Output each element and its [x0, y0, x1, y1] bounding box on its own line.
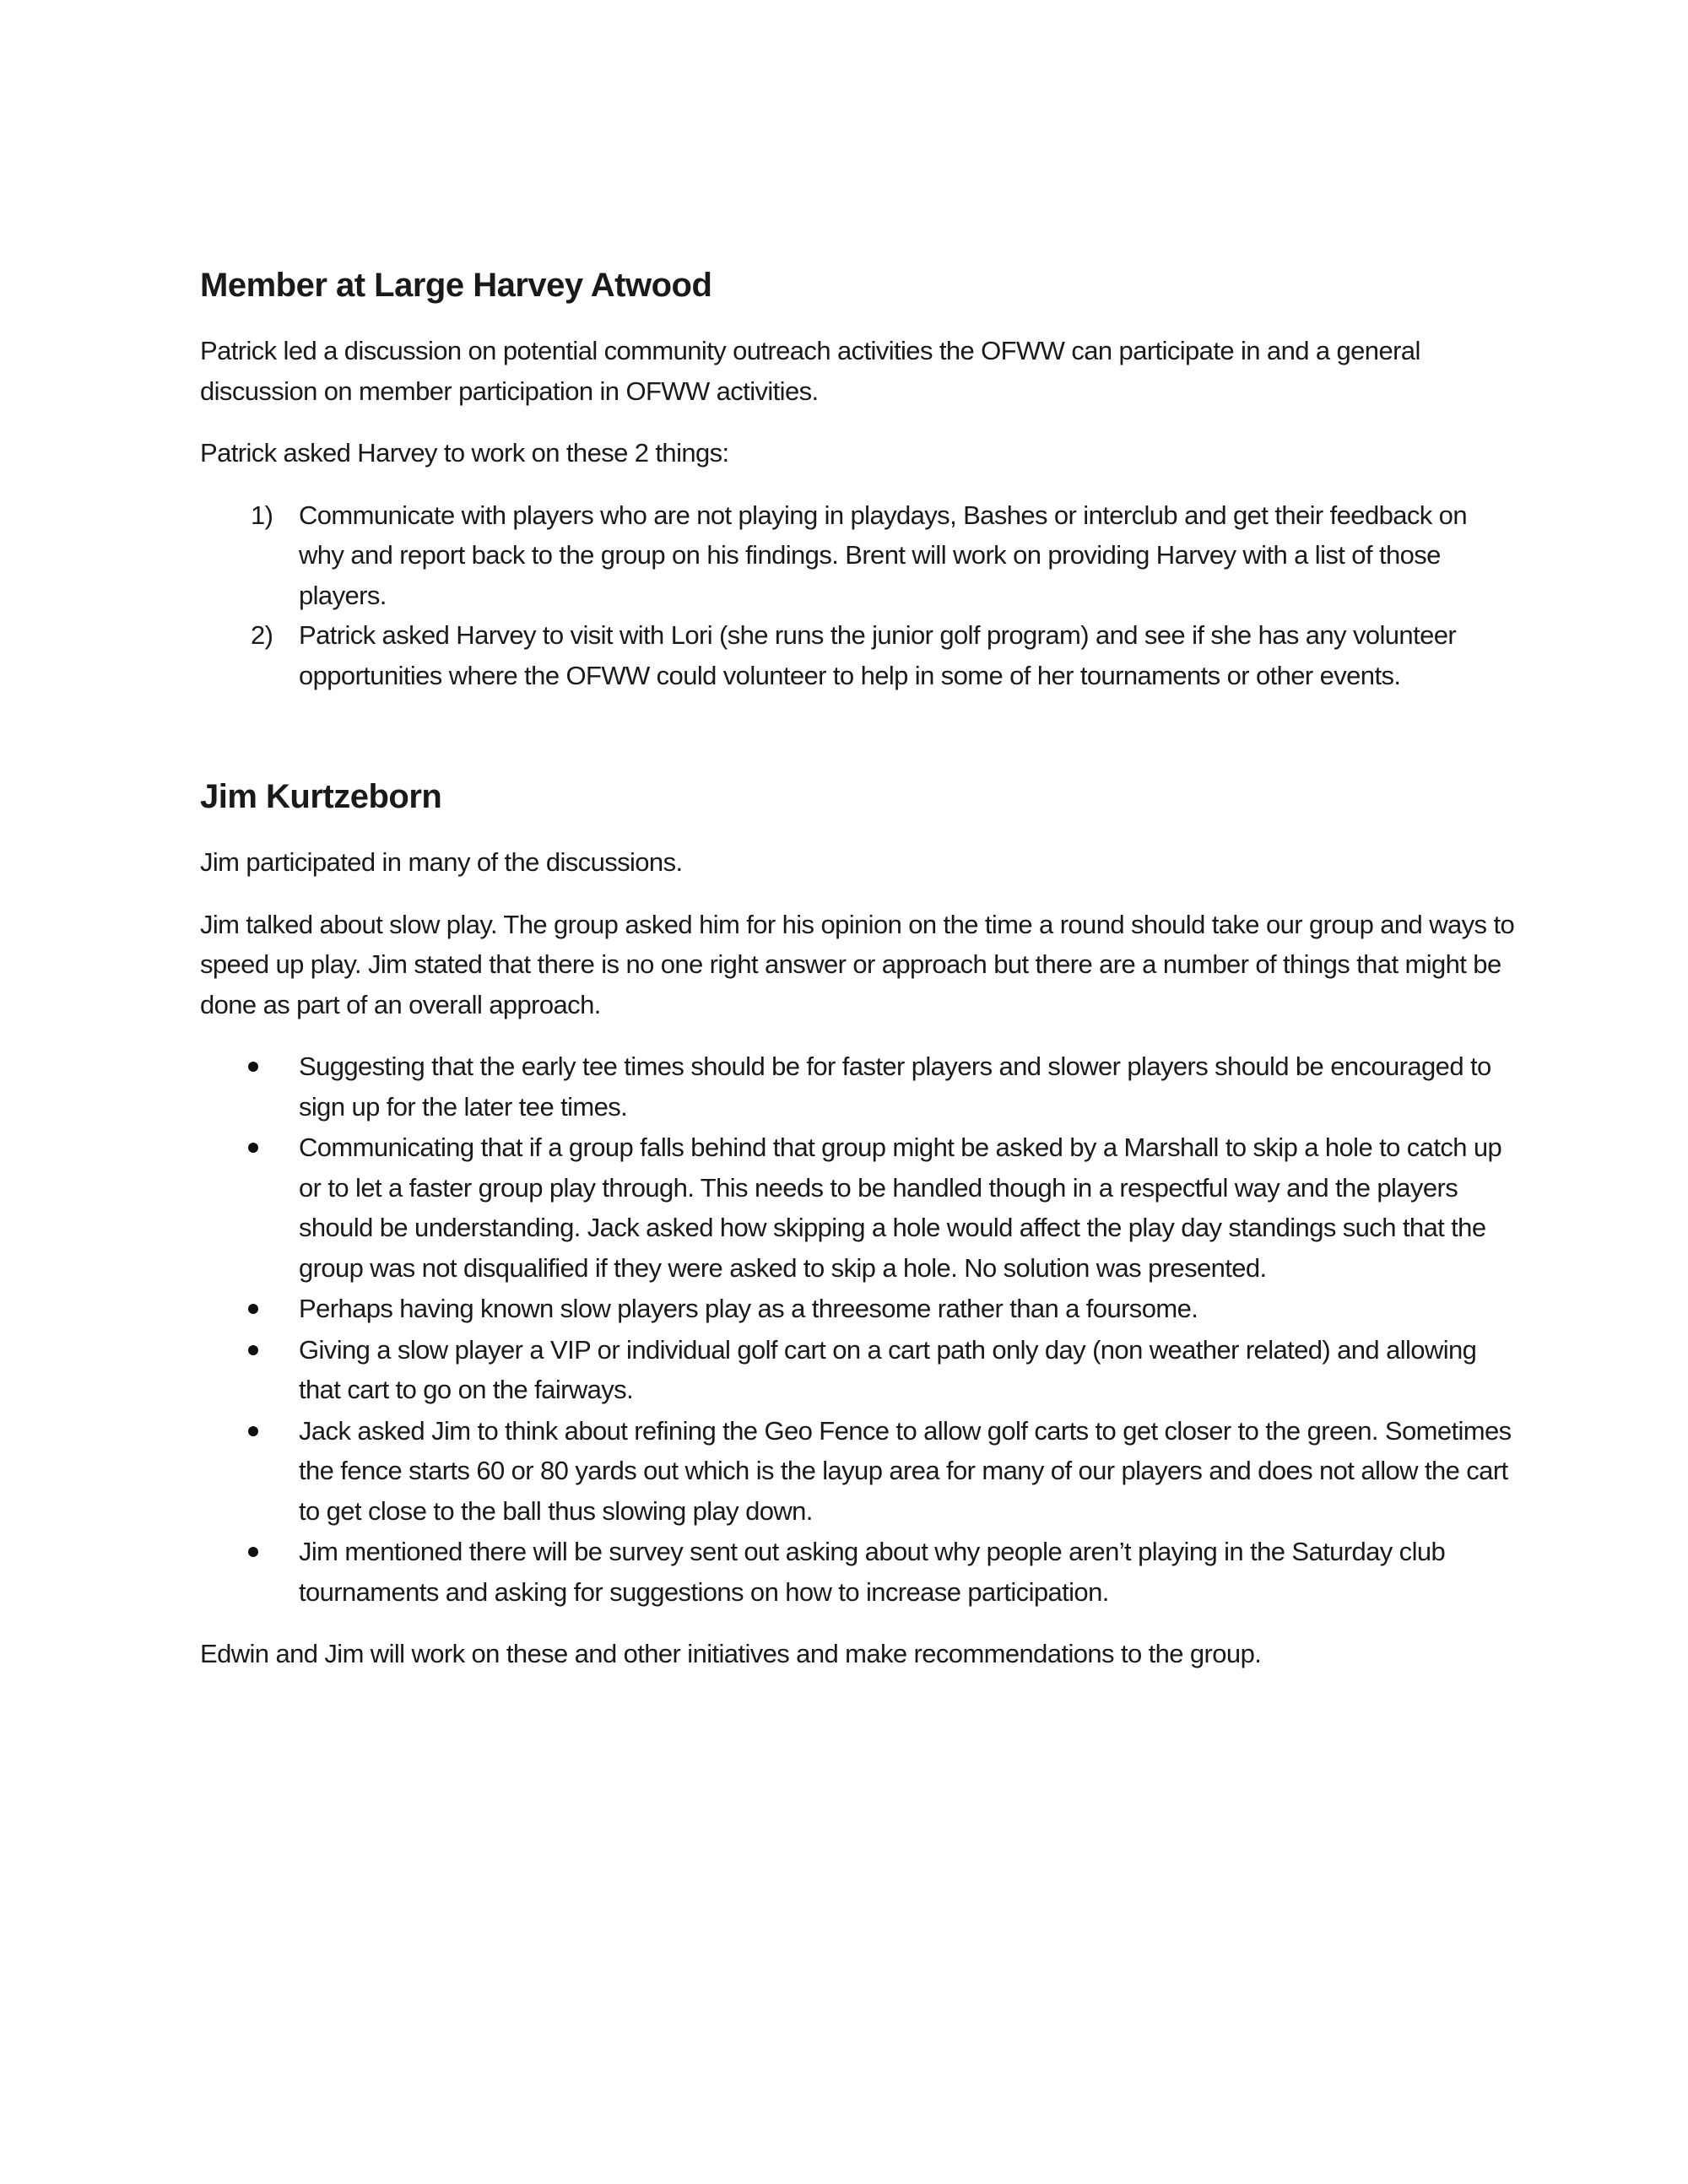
- bullet-icon: [248, 1547, 258, 1557]
- section-heading: Member at Large Harvey Atwood: [200, 267, 712, 304]
- list-item-text: Giving a slow player a VIP or individual golf cart on a cart path only day (non weather related) and allowing that cart to go on the fairways.: [299, 1334, 1477, 1404]
- list-item-text: Patrick asked Harvey to visit with Lori (she runs the junior golf program) and see if she has any volunteer opportunities where the OFWW could volunteer to help in some of her tournaments or other events.: [299, 620, 1457, 690]
- list-item-text: Suggesting that the early tee times should be for faster players and slower players should be encouraged to sign up for the later tee times.: [299, 1051, 1491, 1122]
- list-item-text: Communicating that if a group falls behind that group might be asked by a Marshall to skip a hole to catch up or to let a faster group play through. This needs to be handled though in a respectful way and the players should be understanding. Jack asked how skipping a hole would affect the play day standings such that the group was not disqualified if they were asked to skip a hole. No solution was presented.: [299, 1133, 1502, 1283]
- paragraph: Jim participated in many of the discussions.: [200, 847, 683, 877]
- list-item: [200, 615, 1517, 695]
- numbered-list: [200, 495, 1517, 696]
- list-item-text: Jack asked Jim to think about refining the Geo Fence to allow golf carts to get closer to the green. Sometimes the fence starts 60 or 80 yards out which is the layup area for many of our players and does not allow the cart to get close to the ball thus slowing play down.: [299, 1415, 1512, 1526]
- list-item: [200, 495, 1517, 616]
- list-item: [200, 1046, 1517, 1127]
- section-heading: Jim Kurtzeborn: [200, 778, 442, 815]
- list-item: [200, 1411, 1517, 1532]
- list-number: 2): [251, 620, 273, 650]
- list-item: [200, 1289, 1517, 1329]
- list-item: [200, 1127, 1517, 1288]
- document-page: [200, 262, 1517, 1696]
- list-item-text: Communicate with players who are not playing in playdays, Bashes or interclub and get their feedback on why and report back to the group on his findings. Brent will work on providing Harvey with a list of those players.: [299, 500, 1467, 610]
- paragraph: Patrick led a discussion on potential community outreach activities the OFWW can participate in and a general discussion on member participation in OFWW activities.: [200, 336, 1420, 406]
- list-item: [200, 1330, 1517, 1410]
- section-jim-kurtzeborn: [200, 773, 1517, 1674]
- bullet-icon: [248, 1143, 258, 1153]
- list-item-text: Jim mentioned there will be survey sent out asking about why people aren’t playing in the Saturday club tournaments and asking for suggestions on how to increase participation.: [299, 1537, 1446, 1607]
- bullet-icon: [248, 1304, 258, 1314]
- bullet-icon: [248, 1062, 258, 1072]
- closing-paragraph: Edwin and Jim will work on these and other initiatives and make recommendations to the group.: [200, 1639, 1262, 1668]
- section-harvey-atwood: [200, 262, 1517, 695]
- paragraph: Jim talked about slow play. The group asked him for his opinion on the time a round should take our group and ways to speed up play. Jim stated that there is no one right answer or approach but there are a number of things that might be done as part of an overall approach.: [200, 909, 1515, 1019]
- bullet-list: [200, 1046, 1517, 1612]
- paragraph: Patrick asked Harvey to work on these 2 things:: [200, 438, 729, 468]
- bullet-icon: [248, 1426, 258, 1436]
- list-number: 1): [251, 500, 273, 530]
- bullet-icon: [248, 1345, 258, 1355]
- list-item: [200, 1532, 1517, 1612]
- list-item-text: Perhaps having known slow players play as a threesome rather than a foursome.: [299, 1294, 1198, 1323]
